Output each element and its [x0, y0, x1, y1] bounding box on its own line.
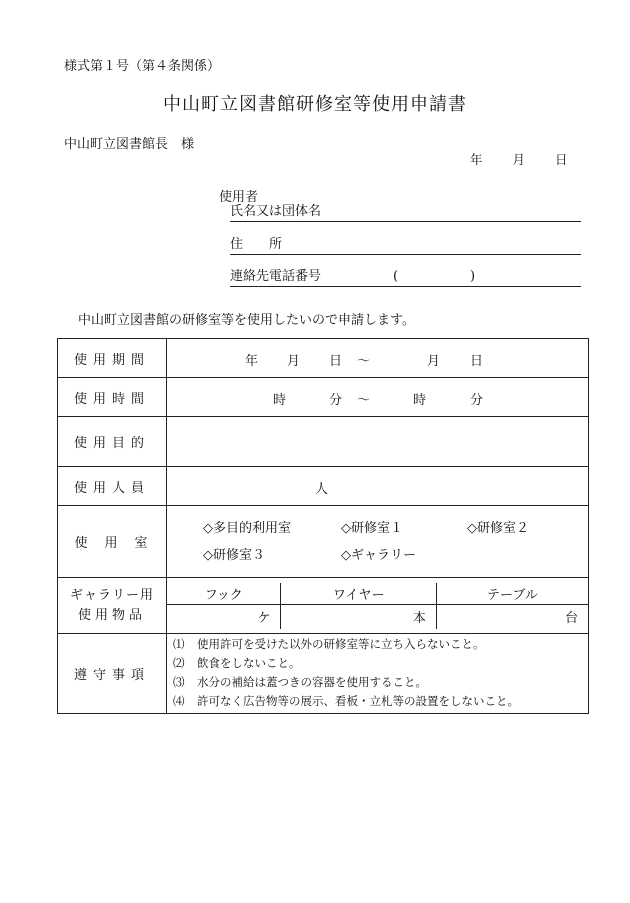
room-row — [58, 506, 589, 578]
gallery-items — [167, 578, 589, 634]
date-day: 日 — [555, 152, 568, 167]
address-field[interactable] — [230, 236, 581, 255]
gallery-wire-qty[interactable]: 本 — [281, 604, 436, 629]
rule-item: ⑷ 許可なく広告物等の展示、看板・立札等の設置をしないこと。 — [173, 694, 519, 708]
addressee: 中山町立図書館長 様 — [64, 137, 195, 152]
name-field[interactable] — [230, 203, 581, 222]
period-month-2: 月 — [427, 354, 441, 369]
gallery-table-qty[interactable]: 台 — [436, 604, 588, 629]
rules-label: 遵守事項 — [58, 634, 167, 714]
date-year: 年 — [470, 152, 483, 167]
name-label: 氏名又は団体名 — [230, 204, 322, 219]
phone-label: 連絡先電話番号 — [230, 269, 322, 284]
date-line — [470, 150, 568, 168]
phone-paren-open: ( — [393, 269, 399, 284]
people-unit: 人 — [315, 482, 329, 497]
time-hour-2: 時 — [413, 393, 427, 408]
people-label: 使用人員 — [58, 467, 167, 506]
room-option-room1[interactable]: ◇研修室１ — [341, 520, 403, 536]
period-year: 年 — [245, 354, 259, 369]
rules-list — [167, 634, 589, 714]
room-option-room2[interactable]: ◇研修室２ — [467, 520, 529, 536]
gallery-header-wire: ワイヤー — [281, 583, 436, 605]
gallery-subtable — [167, 583, 588, 629]
rules-row — [58, 634, 589, 714]
phone-field[interactable] — [230, 268, 581, 287]
time-row — [58, 378, 589, 417]
lead-text: 中山町立図書館の研修室等を使用したいので申請します。 — [78, 313, 415, 328]
gallery-label-line1: ギャラリー用 — [69, 587, 154, 603]
room-option-gallery[interactable]: ◇ギャラリー — [341, 547, 416, 563]
address-label: 住 所 — [230, 237, 283, 252]
gallery-hook-qty[interactable]: ケ — [257, 611, 271, 626]
period-day-2: 日 — [470, 354, 484, 369]
period-field[interactable] — [167, 339, 589, 378]
time-tilde: ～ — [357, 393, 371, 408]
purpose-label: 使用目的 — [58, 417, 167, 467]
room-options — [167, 506, 589, 578]
people-field[interactable] — [167, 467, 589, 506]
time-hour: 時 — [273, 393, 287, 408]
time-field[interactable] — [167, 378, 589, 417]
time-minute-2: 分 — [470, 393, 484, 408]
rule-item: ⑶ 水分の補給は蓋つきの容器を使用すること。 — [173, 675, 427, 689]
period-day: 日 — [329, 354, 343, 369]
period-tilde: ～ — [357, 354, 371, 369]
room-option-room3[interactable]: ◇研修室３ — [203, 547, 265, 563]
rule-item: ⑵ 飲食をしないこと。 — [173, 656, 301, 670]
page-title: 中山町立図書館研修室等使用申請書 — [163, 94, 467, 115]
purpose-row — [58, 417, 589, 467]
phone-paren-close: ) — [470, 269, 476, 284]
gallery-label — [58, 578, 167, 634]
room-option-multipurpose[interactable]: ◇多目的利用室 — [203, 520, 291, 536]
date-month: 月 — [512, 152, 526, 167]
purpose-field[interactable] — [167, 417, 589, 467]
time-label: 使用時間 — [58, 378, 167, 417]
period-label: 使用期間 — [58, 339, 167, 378]
applicant-label: 使用者 — [219, 190, 259, 205]
application-table — [57, 338, 589, 714]
form-number: 様式第１号（第４条関係） — [64, 59, 221, 74]
gallery-row — [58, 578, 589, 634]
gallery-label-line2: 使用物品 — [77, 607, 146, 623]
gallery-header-table: テーブル — [436, 583, 588, 605]
people-row — [58, 467, 589, 506]
rule-item: ⑴ 使用許可を受けた以外の研修室等に立ち入らないこと。 — [173, 637, 485, 651]
room-label: 使 用 室 — [58, 506, 167, 578]
period-month: 月 — [287, 354, 301, 369]
gallery-header-hook: フック — [167, 583, 281, 605]
time-minute: 分 — [329, 393, 343, 408]
period-row — [58, 339, 589, 378]
